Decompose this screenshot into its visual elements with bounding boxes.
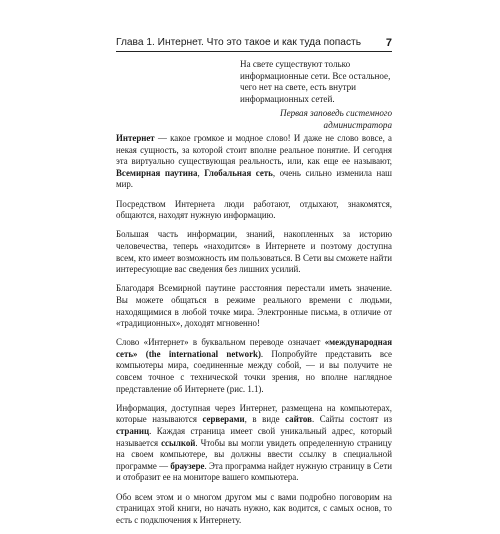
bold-term: серверами — [202, 414, 245, 425]
bold-term: Всемирная паутина — [116, 167, 198, 178]
epigraph-text: На свете существуют только информационные сети. Все остальное, чего нет на свете, есть внутри информационных сетей. — [240, 59, 391, 104]
paragraph-5 — [116, 337, 392, 395]
bold-term: Глобальная сеть — [204, 167, 273, 178]
paragraph-1 — [116, 133, 392, 191]
bold-term: сайтов — [285, 414, 312, 425]
epigraph-attribution: Первая заповедь системного администратора — [280, 108, 392, 130]
text-run: . Сайты состоят из — [311, 414, 392, 425]
text-run: . Эта программа найдет нужную страницу в Сети и отобразит ее на мониторе вашего компьютера. — [116, 460, 392, 483]
page-number: 7 — [385, 37, 392, 49]
bold-term: «международная сеть» (the international network) — [116, 337, 392, 359]
body-text — [116, 133, 392, 534]
text-run: Благодаря Всемирной паутине расстояния перестали иметь значение. Вы можете общаться в режиме реального времени с людьми, находящимися в любой точке мира. Электронные письма, в отличие от «традиционных», доходят мгновенно! — [116, 283, 392, 329]
bold-term: браузере — [170, 460, 205, 471]
text-run: Слово «Интернет» в буквальном переводе означает — [116, 337, 325, 348]
paragraph-3 — [116, 229, 392, 275]
chapter-title: Глава 1. Интернет. Что это такое и как туда попасть — [116, 37, 362, 48]
paragraph-4 — [116, 283, 392, 329]
bold-term: ссылкой — [161, 437, 196, 448]
paragraph-7 — [116, 492, 392, 527]
bold-term: страниц — [116, 426, 150, 437]
text-run: Посредством Интернета люди работают, отдыхают, знакомятся, общаются, находят нужную информацию. — [116, 198, 392, 221]
text-run: . Попробуйте представить все компьютеры мира, соединенные между собой, — и вы получите не совсем точное с технической точки зрения, но вполне наглядное представление об Интернете (рис. 1.1). — [116, 348, 392, 394]
paragraph-2 — [116, 199, 392, 222]
text-run: . Каждая страница имеет свой уникальный адрес, который называется — [116, 426, 392, 448]
text-run: , очень сильно изменила наш мир. — [116, 167, 392, 190]
text-run: — какое громкое и модное слово! И даже не слово вовсе, а некая сущность, за которой стоит вполне реальное понятие. И сегодня эта виртуально существующая реальность, или, как еще ее называют, — [116, 133, 392, 167]
text-run: Большая часть информации, знаний, накопленных за историю человечества, теперь «находится» в Интернете и поэтому доступна всем, кто имеет возможность им пользоваться. В Сети вы сможете найти интересующие вас сведения без лишних усилий. — [116, 229, 392, 275]
bold-term: Интернет — [116, 133, 155, 143]
paragraph-6 — [116, 403, 392, 484]
text-run: , в виде — [244, 414, 286, 425]
text-run: , — [197, 167, 205, 178]
running-header — [116, 34, 392, 52]
text-run: Информация, доступная через Интернет, размещена на компьютерах, которые называются — [116, 402, 392, 425]
text-run: . Чтобы вы могли увидеть определенную страницу на своем компьютере, вы должны ввести ссылку в специальной программе — — [116, 437, 392, 471]
text-run: Обо всем этом и о многом другом мы с вами подробно поговорим на страницах этой книги, но начать нужно, как водится, с самых основ, то есть с подключения к Интернету. — [116, 491, 392, 525]
